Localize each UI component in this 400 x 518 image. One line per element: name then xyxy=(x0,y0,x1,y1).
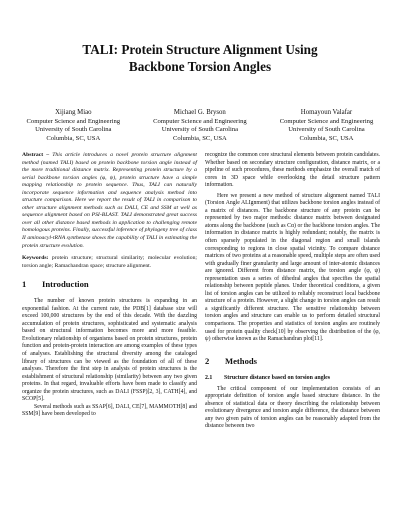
author-block xyxy=(10,109,390,143)
author-university: University of South Carolina xyxy=(35,126,112,134)
keywords-label: Keywords: xyxy=(22,255,49,262)
section-title: Introduction xyxy=(42,279,89,290)
author-location: Columbia, SC, USA xyxy=(172,134,227,142)
subsection-title: Structure distance based on torsion angles xyxy=(224,374,331,381)
abstract-label: Abstract – xyxy=(22,152,50,158)
body-paragraph: The number of known protein structures is expanding in an exponential fashion. At the current rate, the PDB[1] database size will exceed 100,000 structures by the end of this decade. With the dazzling accumulation of protein structures, sophisticated and systematic analysis based on structural information becomes more and more feasible. Evolutionary relationship of organisms based on protein structures, protein function and protein-protein interaction are among examples of these types of analyses. Establishing the structural diversity among the cataloged library of structures can be viewed as the foundation of all of these analyses. Therefore the first step in analysis of protein structures is the establishment of structural relationship (similarity) between any two given proteins. In that regard, invaluable efforts have been made to classify and organize the protein structures, such as DALI (FSSP)[2, 3], CATH[4], and SCOP[5]. xyxy=(22,298,197,403)
abstract-text: This article introduces a novel protein structure alignment method (named TALI) based on protein backbone torsion angle instead of the more traditional distance matrix. Representing protein structure by a serial backbone torsion angles (φ, ψ), protein structure have a simple mapping relationship to protein sequence. Thus, TALI can naturally incorporate sequence information and sequence analysis method into structure comparison. Here we report the result of TALI in comparison to other structure alignment methods such as DALI, CE and SSM at well as sequence alignment based on PSI-BLAST. TALI demonstrated great success over all other distance based methods in application to challenging remote homologous proteins. Finally, successful inference of phylogeny tree of class II aminoacyl-tRNA synthetase shows the capability of TALI in estimating the protein structure evolution. xyxy=(22,152,197,249)
paper-title-line-1: TALI: Protein Structure Alignment Using xyxy=(82,42,318,57)
author-university: University of South Carolina xyxy=(288,126,365,134)
paper-title-line-2: Backbone Torsion Angles xyxy=(128,59,272,74)
author-2 xyxy=(137,109,264,143)
section-title: Methods xyxy=(225,355,257,366)
keywords-text: protein structure; structural similarity; molecular evolution; torsion angle; Ramachandran space; structure alignment. xyxy=(22,255,197,269)
author-name: Xijiang Miao xyxy=(55,109,92,116)
body-paragraph: recognize the common core structural elements between protein candidates. Whether based on secondary structure configuration, distance matrix, or a pipeline of such procedures, these methods emphasize the overall match of cores in 3D space while overlooking the detail structure pattern information. xyxy=(205,152,380,189)
section-heading-introduction xyxy=(22,279,197,289)
subsection-number: 2.1 xyxy=(205,374,213,381)
subsection-heading xyxy=(205,375,380,381)
author-3 xyxy=(263,109,390,143)
keywords xyxy=(22,255,197,270)
body-paragraph: The critical component of our implementation consists of an appropriate definition of torsion angle based structure distance. In the absence of statistical data or theory describing the relationship between evolutionary divergence and torsion angle difference, the distance between any two given pairs of torsion angles can be reasonably adapted from the distance between two xyxy=(205,385,380,430)
section-number: 1 xyxy=(22,279,27,290)
body-paragraph: Several methods such as SSAP[6], DALI, CE[7], MAMMOTH[8] and SSM[9] have been developed to xyxy=(22,403,197,418)
author-department: Computer Science and Engineering xyxy=(26,117,121,125)
author-name: Homayoun Valafar xyxy=(300,109,353,116)
author-location: Columbia, SC, USA xyxy=(299,134,354,142)
author-location: Columbia, SC, USA xyxy=(46,134,101,142)
author-name: Michael G. Bryson xyxy=(173,109,226,116)
author-1 xyxy=(10,109,137,143)
section-number: 2 xyxy=(205,355,210,366)
author-department: Computer Science and Engineering xyxy=(153,117,247,125)
left-column xyxy=(22,152,197,419)
right-column xyxy=(205,152,380,431)
section-heading-methods xyxy=(205,356,380,366)
abstract xyxy=(22,152,197,250)
author-department: Computer Science and Engineering xyxy=(279,117,374,125)
author-university: University of South Carolina xyxy=(161,126,239,134)
paper-title xyxy=(0,41,400,75)
body-paragraph: Here we present a new method of structure alignment named TALI (Torsion Angle ALIgnment) that utilizes backbone torsion angles instead of a matrix of distances. The backbone structure of any protein can be represented by two major methods: distance matrix between designated atoms along the backbone (such as Cα) or the backbone torsion angles. The information in distance matrix is highly redundant; notably, the matrix is often sparsely populated in the diagonal region and small islands corresponding to regions in close spatial vicinity. To compare distance matrices of two proteins at a reasonable speed, multiple steps are often used with gradually finer granularity and large amount of inter-atomic distances are ignored. Different from distance matrix, the torsion angle (φ, ψ) representation uses a series of dihedral angles that specifies the spatial relationship between peptide planes. Under theoretical conditions, a given list of torsion angles can be utilized to reliably reconstruct local backbone structure of a protein. However, a slight change in torsion angles can result a significantly different structure. The sensitive relationship between torsion angles and structure can enable us to perform detailed structural comparisons. The properties and statistics of torsion angles are routinely used for protein quality check[10] by observing the distribution of the (φ, ψ) otherwise known as the Ramachandran plot[11]. xyxy=(205,192,380,343)
